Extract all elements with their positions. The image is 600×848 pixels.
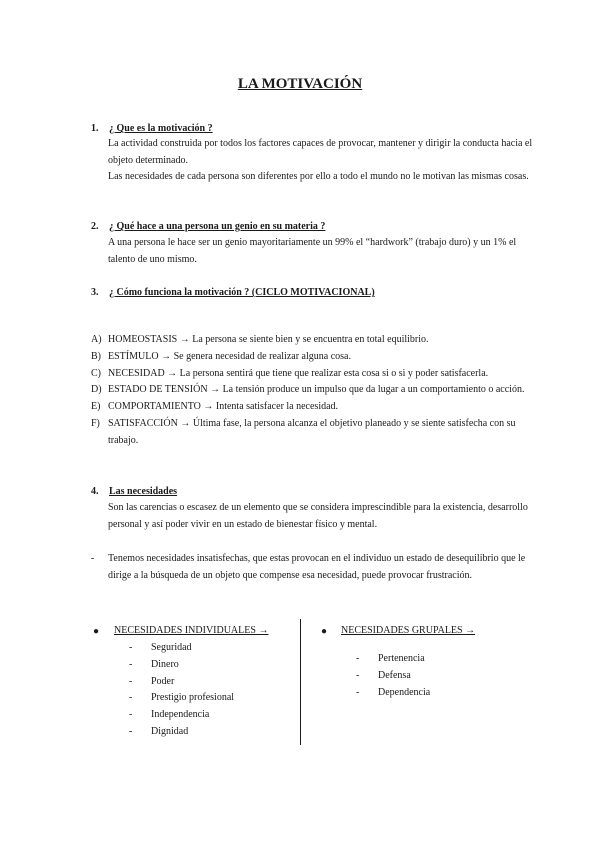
arrow-icon: → bbox=[203, 401, 214, 413]
arrow-icon: → bbox=[167, 367, 178, 379]
individual-needs-heading: NECESIDADES INDIVIDUALES → bbox=[114, 625, 269, 636]
group-needs-list bbox=[356, 651, 430, 701]
list-item: E) COMPORTAMIENTO → Intenta satisfacer la necesidad. bbox=[91, 401, 339, 413]
note-paragraph: - Tenemos necesidades insatisfechas, que estas provocan en el individuo un estado de desequilibrio que le dirige a la búsqueda de un objeto que compense esa necesidad, puede provocar frustración. bbox=[91, 553, 526, 581]
list-item: - Dignidad bbox=[129, 725, 189, 737]
list-item: - Poder bbox=[129, 675, 175, 687]
arrow-icon: → bbox=[210, 384, 221, 396]
bullet-icon: ● bbox=[93, 626, 100, 637]
arrow-icon: → bbox=[179, 334, 190, 345]
list-item: - Prestigio profesional bbox=[129, 692, 235, 704]
section-1-heading: 1. ¿ Que es la motivación ? bbox=[91, 123, 213, 134]
list-item: - Independencia bbox=[129, 709, 210, 721]
paragraph: Las necesidades de cada persona son diferentes por ello a todo el mundo no le motivan las mismas cosas. bbox=[108, 171, 529, 182]
column-divider bbox=[300, 619, 301, 745]
individual-needs-list bbox=[129, 640, 234, 741]
paragraph: A una persona le hace ser un genio mayoritariamente un 99% el “hardwork” (trabajo duro) y un 1% el talento de uno mismo. bbox=[108, 237, 517, 265]
section-2-body bbox=[108, 235, 538, 268]
list-item: A) HOMEOSTASIS → La persona se siente bien y se encuentra en total equilibrio. bbox=[91, 334, 429, 345]
group-needs-heading: NECESIDADES GRUPALES → bbox=[341, 625, 476, 636]
list-item: - Pertenencia bbox=[356, 653, 425, 664]
list-item: - Dinero bbox=[129, 658, 179, 670]
section-3-title: ¿ Cómo funciona la motivación ? (CICLO MOTIVACIONAL) bbox=[109, 287, 375, 298]
arrow-icon: → bbox=[180, 417, 191, 429]
section-2-title: ¿ Qué hace a una persona un genio en su materia ? bbox=[109, 221, 326, 232]
list-item: F) SATISFACCIÓN → Última fase, la persona alcanza el objetivo planeado y se siente satisfecha con su trabajo. bbox=[91, 417, 516, 446]
motivation-cycle-list bbox=[91, 332, 531, 450]
list-item: C) NECESIDAD → La persona sentirá que tiene que realizar esta cosa si o si y poder satisfacerla. bbox=[91, 367, 489, 379]
list-item: - Dependencia bbox=[356, 686, 431, 698]
arrow-icon: → bbox=[161, 350, 172, 362]
bullet-icon: ● bbox=[321, 626, 328, 637]
list-item: - Seguridad bbox=[129, 642, 192, 653]
list-item: - Defensa bbox=[356, 669, 411, 681]
list-item: D) ESTADO DE TENSIÓN → La tensión produce un impulso que da lugar a un comportamiento o acción. bbox=[91, 384, 525, 396]
section-4-heading: 4. Las necesidades bbox=[91, 486, 178, 497]
arrow-icon: → bbox=[465, 625, 476, 636]
list-item: B) ESTÍMULO → Se genera necesidad de realizar alguna cosa. bbox=[91, 350, 351, 362]
section-2-heading: 2. ¿ Qué hace a una persona un genio en su materia ? bbox=[91, 221, 326, 232]
section-3-heading: 3. ¿ Cómo funciona la motivación ? (CICLO MOTIVACIONAL) bbox=[91, 287, 375, 298]
section-1-title: ¿ Que es la motivación ? bbox=[109, 123, 213, 134]
arrow-icon: → bbox=[258, 625, 269, 636]
paragraph: Son las carencias o escasez de un elemento que se considera imprescindible para la existencia, desarrollo personal y así poder vivir en un estado de bienestar físico y mental. bbox=[108, 502, 528, 530]
section-1-body bbox=[108, 136, 538, 186]
paragraph: La actividad construida por todos los factores capaces de provocar, mantener y dirigir la conducta hacia el objeto determinado. bbox=[108, 138, 533, 166]
section-4-title: Las necesidades bbox=[109, 486, 178, 497]
page-title: LA MOTIVACIÓN bbox=[237, 76, 363, 92]
section-4-body bbox=[108, 500, 538, 533]
